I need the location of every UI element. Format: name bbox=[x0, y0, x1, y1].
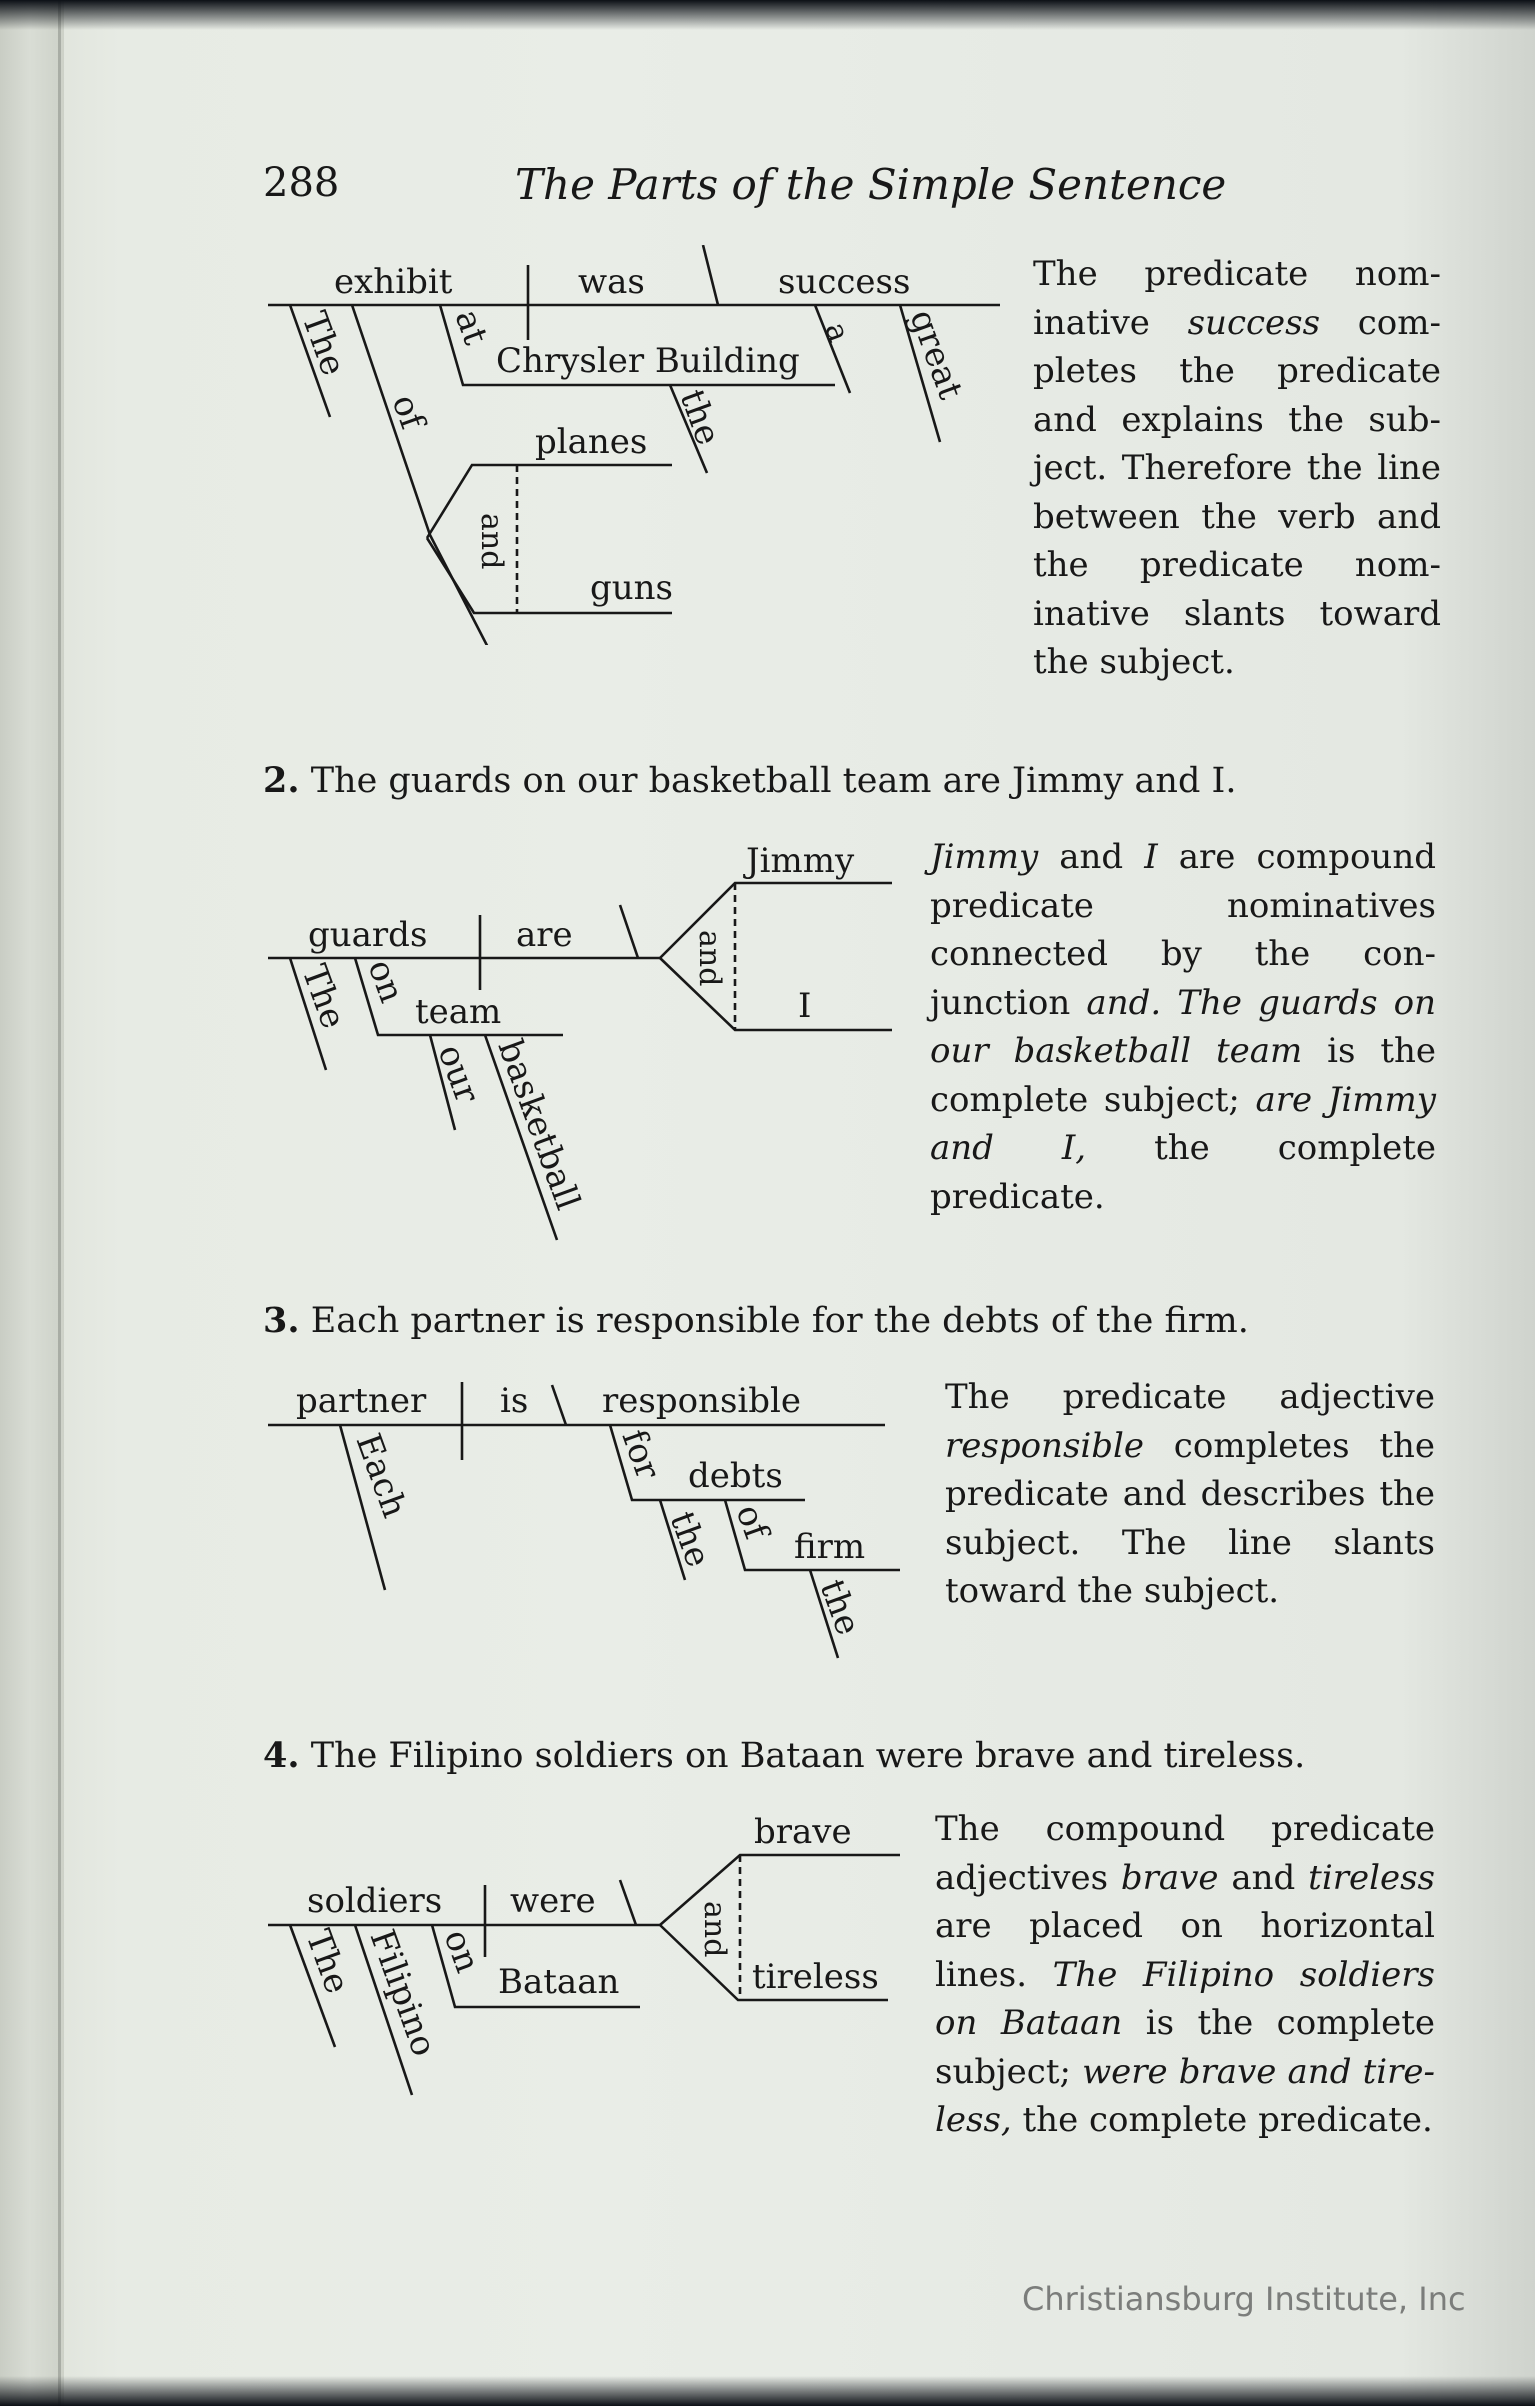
word-soldiers: soldiers bbox=[307, 1881, 443, 1921]
caption-emphasis: The Filipino soldiers on Bataan bbox=[935, 1954, 1435, 2043]
compound-complement-line bbox=[660, 1855, 900, 1925]
caption-emphasis: responsible bbox=[945, 1425, 1145, 1466]
example-sentence-2 bbox=[263, 760, 1236, 801]
word-firm: firm bbox=[794, 1527, 866, 1567]
word-of: of bbox=[383, 389, 433, 435]
caption-3 bbox=[945, 1373, 1435, 1616]
running-head: The Parts of the Simple Sentence bbox=[515, 160, 1227, 209]
caption-text: are placed on horizontal lines. bbox=[935, 1906, 1435, 1995]
caption-text: The compound predicate adjectives bbox=[935, 1809, 1435, 1898]
caption-text: is the complete subject; bbox=[930, 1031, 1436, 1120]
example-number: 4. bbox=[263, 1735, 300, 1776]
word-brave: brave bbox=[754, 1812, 852, 1852]
word-were: were bbox=[510, 1881, 596, 1921]
book-binding bbox=[0, 0, 64, 2406]
complement-divider bbox=[620, 1880, 636, 1925]
word-tireless: tireless bbox=[752, 1957, 879, 1997]
caption-emphasis: Jimmy bbox=[930, 837, 1039, 877]
caption-text: the complete predicate. bbox=[1011, 2100, 1433, 2140]
word-Jimmy: Jimmy bbox=[746, 841, 855, 881]
caption-1 bbox=[1033, 250, 1441, 687]
bottom-shadow bbox=[0, 2376, 1535, 2406]
word-basketball: basketball bbox=[489, 1034, 588, 1216]
caption-text: the complete predicate. bbox=[930, 1128, 1436, 1217]
word-team: team bbox=[415, 992, 502, 1032]
word-are: are bbox=[516, 915, 573, 955]
sentence-diagram-1 bbox=[260, 245, 1020, 645]
caption-4 bbox=[935, 1805, 1435, 2145]
caption-text: are compound predicate nominatives connected by the conjunction bbox=[930, 837, 1436, 1023]
word-success: success bbox=[778, 262, 911, 302]
caption-emphasis: brave bbox=[1120, 1857, 1219, 1898]
word-Chrysler-Building: Chrysler Building bbox=[496, 341, 800, 381]
word-and: and bbox=[474, 513, 509, 570]
word-guards: guards bbox=[308, 915, 428, 955]
caption-text: is the complete subject; bbox=[935, 2003, 1435, 2092]
word-the: the bbox=[661, 1506, 719, 1573]
caption-emphasis: tireless bbox=[1308, 1857, 1435, 1898]
caption-emphasis: were brave and tireless, bbox=[935, 2051, 1435, 2140]
sentence-diagram-2 bbox=[260, 830, 910, 1260]
word-exhibit: exhibit bbox=[334, 262, 453, 302]
modifier-line bbox=[352, 305, 510, 645]
word-of: of bbox=[727, 1499, 777, 1545]
example-text: Each partner is responsible for the debts of the firm. bbox=[310, 1301, 1249, 1341]
example-number: 2. bbox=[263, 760, 300, 801]
caption-emphasis: The guards on our basketball team bbox=[930, 982, 1437, 1071]
word-on: on bbox=[359, 954, 412, 1008]
caption-text: completes the predicate and explains the subject. Therefore the line between the verb and the predicate nominative slants toward the subject. bbox=[1033, 302, 1442, 682]
example-text: The Filipino soldiers on Bataan were brave and tireless. bbox=[310, 1736, 1306, 1776]
caption-text: and bbox=[1218, 1857, 1309, 1898]
sentence-diagram-4 bbox=[260, 1785, 910, 2105]
example-text: The guards on our basketball team are Jimmy and I. bbox=[310, 761, 1237, 801]
complement-divider bbox=[620, 905, 638, 958]
complement-divider bbox=[703, 245, 718, 305]
word-planes: planes bbox=[535, 422, 648, 462]
caption-text: The predicate adjective bbox=[945, 1377, 1435, 1417]
word-The: The bbox=[293, 959, 354, 1034]
word-Bataan: Bataan bbox=[498, 1962, 620, 2002]
word-debts: debts bbox=[688, 1456, 783, 1496]
caption-emphasis: are Jimmy and I, bbox=[930, 1079, 1436, 1168]
example-number: 3. bbox=[263, 1300, 300, 1341]
word-and: and bbox=[692, 930, 727, 987]
caption-emphasis: I bbox=[1144, 837, 1158, 877]
word-for: for bbox=[613, 1424, 668, 1485]
caption-text bbox=[1161, 983, 1177, 1023]
caption-emphasis: and. bbox=[1086, 982, 1162, 1023]
word-the: the bbox=[811, 1574, 869, 1641]
word-Filipino: Filipino bbox=[361, 1924, 445, 2062]
complement-divider bbox=[552, 1385, 566, 1425]
word-partner: partner bbox=[296, 1381, 427, 1421]
word-is: is bbox=[500, 1381, 529, 1421]
word-great: great bbox=[901, 304, 971, 405]
modifier-line bbox=[815, 305, 850, 393]
word-and: and bbox=[697, 1901, 732, 1958]
example-sentence-4 bbox=[263, 1735, 1305, 1776]
word-responsible: responsible bbox=[602, 1381, 802, 1421]
word-on: on bbox=[435, 1924, 488, 1978]
word-The: The bbox=[293, 306, 354, 381]
word-was: was bbox=[578, 262, 645, 302]
caption-text: completes the predicate and describes the subject. The line slants toward the subject. bbox=[945, 1425, 1435, 1611]
caption-text: and bbox=[1038, 837, 1145, 877]
word-I: I bbox=[798, 986, 812, 1026]
word-our: our bbox=[429, 1039, 488, 1109]
caption-2 bbox=[930, 833, 1436, 1221]
example-sentence-3 bbox=[263, 1300, 1249, 1341]
word-at: at bbox=[446, 304, 496, 350]
sentence-diagram-3 bbox=[260, 1365, 920, 1675]
word-Each: Each bbox=[347, 1428, 415, 1523]
compound-object-line bbox=[427, 465, 672, 538]
word-the: the bbox=[671, 384, 729, 451]
caption-text: The predicate nominative bbox=[1033, 254, 1441, 343]
watermark: Christiansburg Institute, Inc bbox=[1022, 2280, 1466, 2318]
caption-emphasis: success bbox=[1187, 302, 1321, 343]
word-The: The bbox=[297, 1924, 358, 1999]
word-a: a bbox=[817, 317, 857, 347]
word-guns: guns bbox=[590, 568, 674, 608]
top-shadow bbox=[0, 0, 1535, 30]
page-number: 288 bbox=[263, 160, 340, 206]
